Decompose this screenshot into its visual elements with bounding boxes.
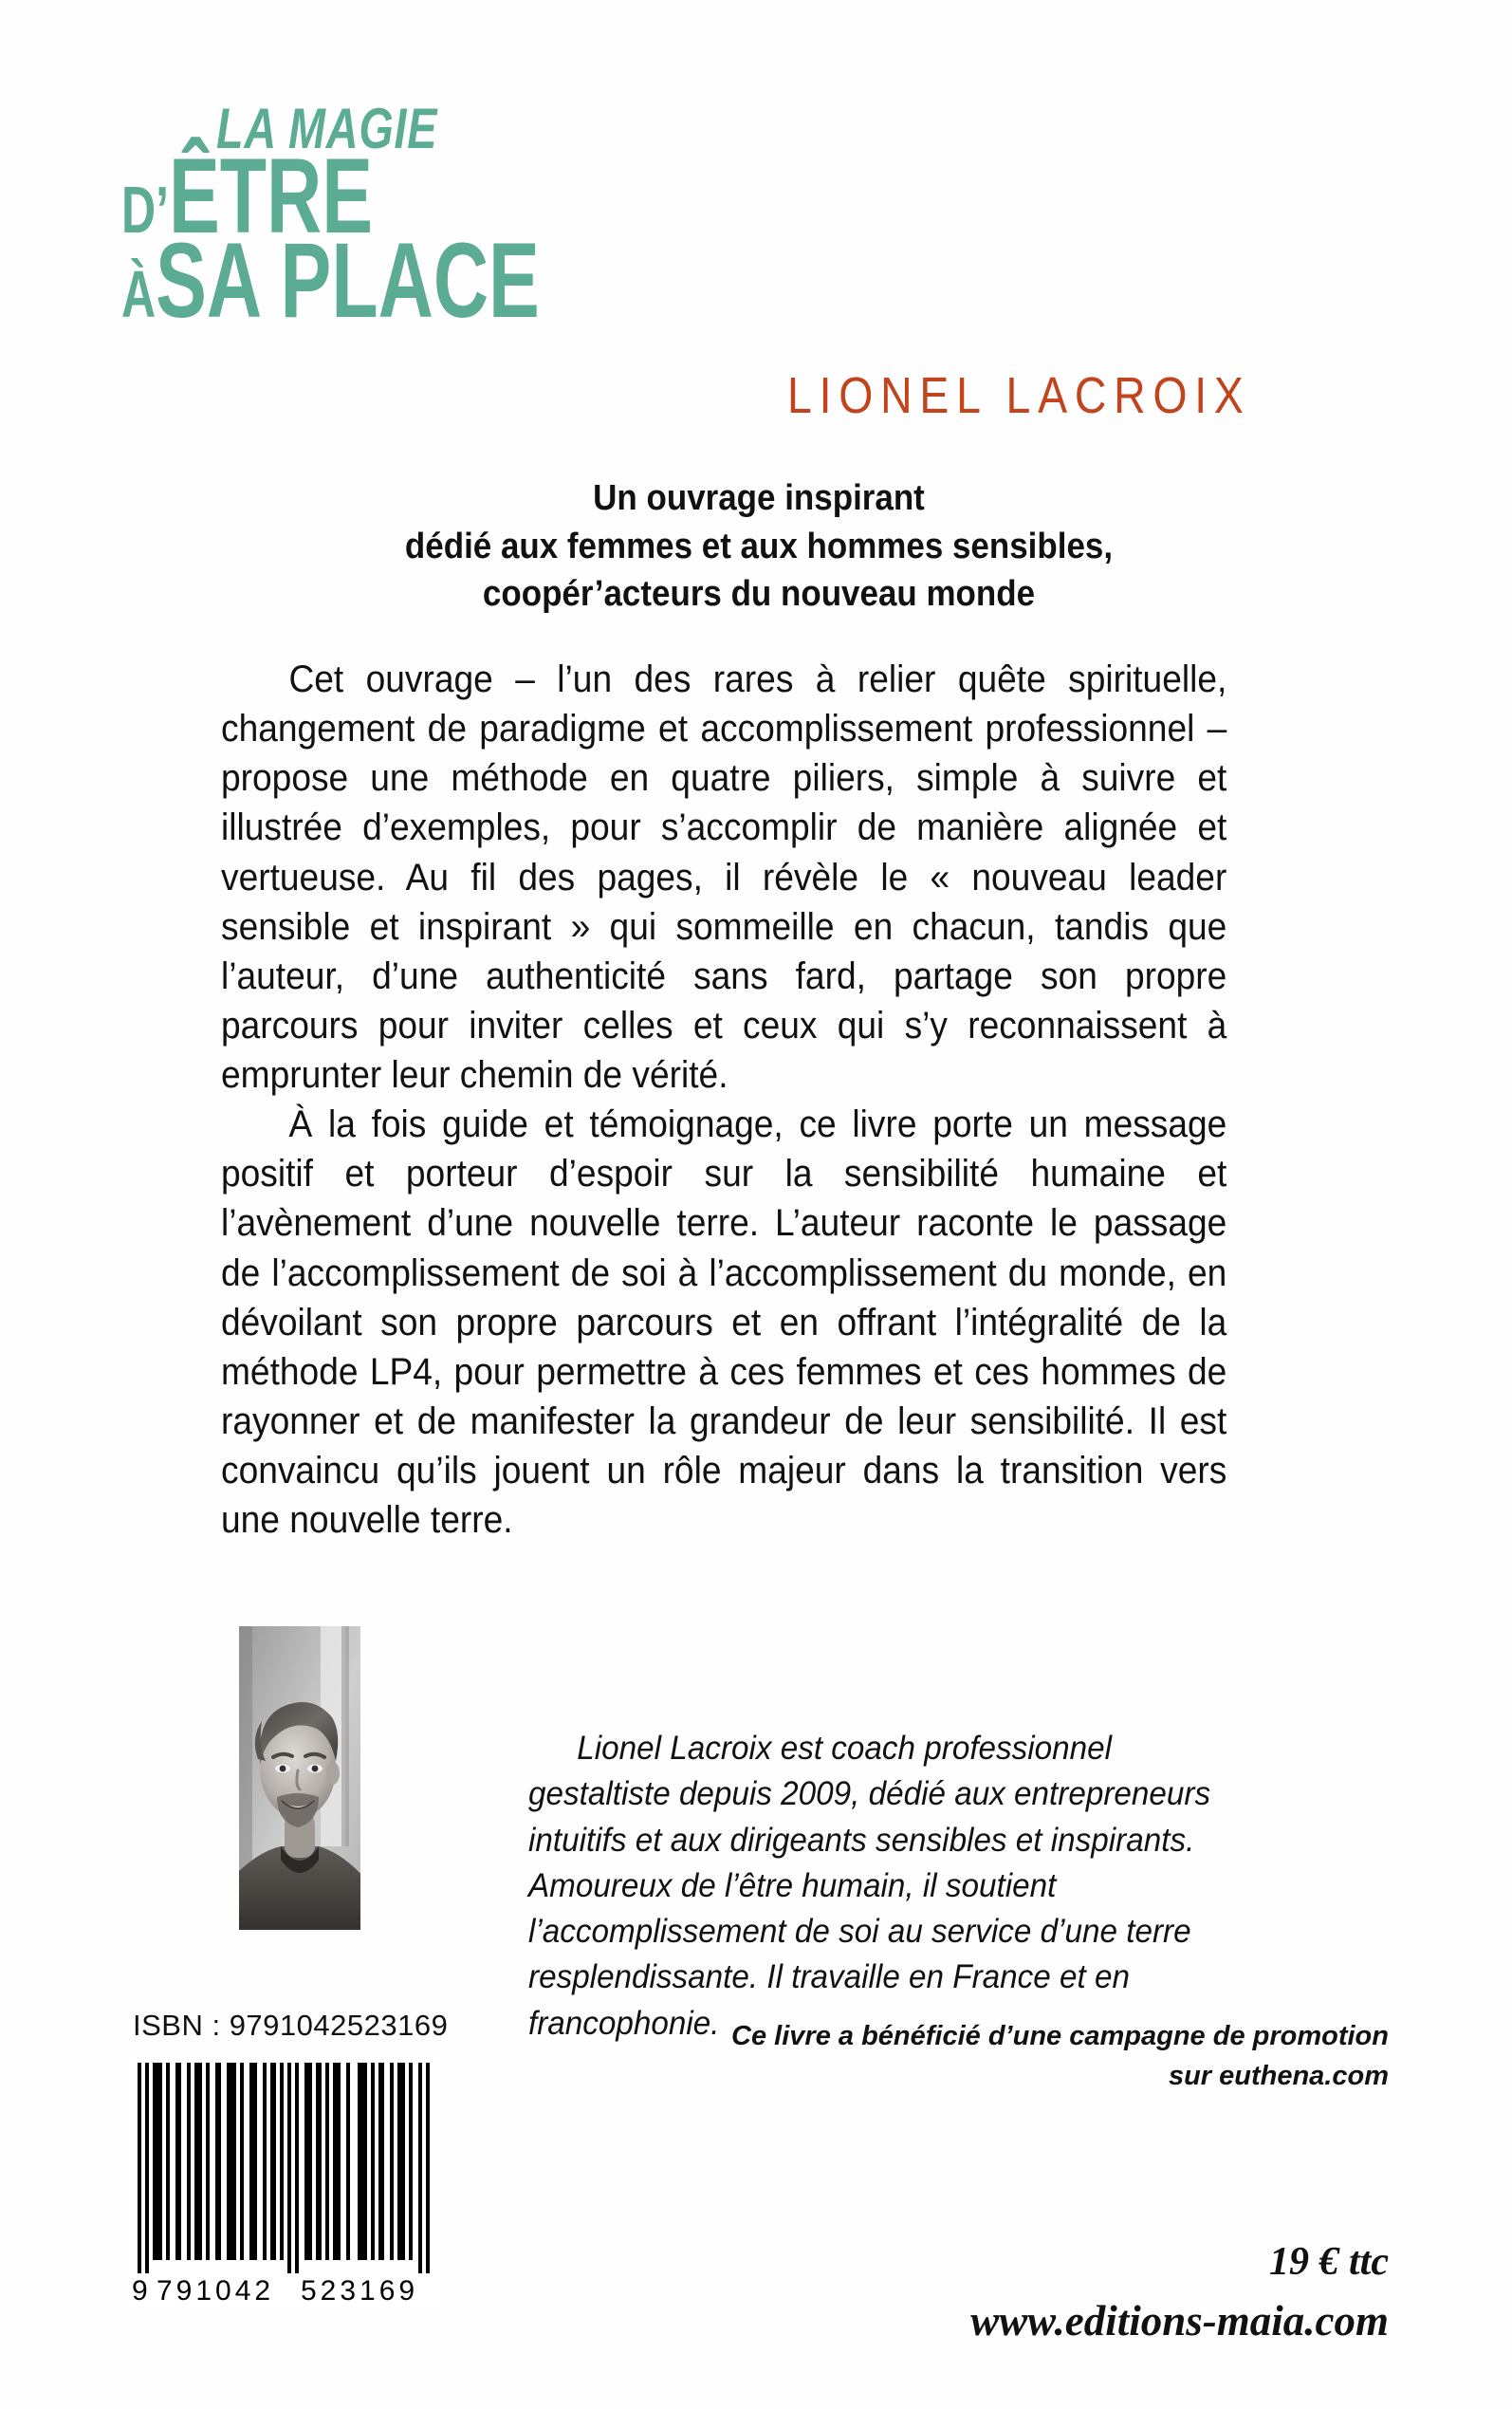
isbn-label: ISBN : 9791042523169	[133, 2009, 449, 2042]
subtitle-block	[262, 474, 1257, 619]
promo-note	[725, 2016, 1389, 2096]
blurb-paragraph-2: À la fois guide et témoignage, ce livre porte un message positif et porteur d’espoir sur la sensibilité humaine et l’avènement d’une nouvelle terre. L’auteur raconte le passage de l’accomplissement de soi à l’accomplissement du monde, en dévoilant son propre parcours et en offrant l’intégralité de la méthode LP4, pour permettre à ces femmes et ces hommes de rayonner et de manifester la grandeur de leur sensibilité. Il est convaincu qu’ils jouent un rôle majeur dans la transition vers une nouvelle terre.	[221, 1103, 1227, 1542]
book-title	[121, 97, 567, 341]
svg-text:9: 9	[132, 2275, 150, 2306]
author-name: LIONEL LACROIX	[787, 367, 1251, 424]
publisher-url: www.editions-maia.com	[970, 2297, 1389, 2344]
blurb-body	[221, 655, 1226, 1545]
svg-text:791042: 791042	[157, 2275, 275, 2306]
price-label: 19 € ttc	[1269, 2240, 1389, 2284]
title-line-la-magie: LA MAGIE	[216, 97, 438, 160]
isbn-barcode	[130, 2057, 438, 2306]
title-accent-a: À	[121, 257, 157, 332]
author-bio-text	[528, 1726, 1249, 2047]
subtitle-line-1: Un ouvrage inspirant	[593, 478, 925, 518]
title-line-a-sa-place	[121, 221, 540, 341]
svg-text:523169: 523169	[301, 2275, 419, 2306]
promo-line-1: Ce livre a bénéficié d’une campagne de promotion	[731, 2021, 1389, 2051]
author-bio-paragraph: Lionel Lacroix est coach professionnel gestaltiste depuis 2009, dédié aux entrepreneurs intuitifs et aux dirigeants sensibles et inspirants. Amoureux de l’être humain, il soutient l’accomplissement de soi au service d’une terre resplendissante. Il travaille en France et en francophonie.	[528, 1730, 1211, 2042]
title-apostrophe-d: D’	[121, 173, 169, 248]
title-word-etre: ÊTRE	[168, 137, 374, 256]
subtitle-line-2: dédié aux femmes et aux hommes sensibles,	[404, 526, 1114, 566]
title-word-sa-place: SA PLACE	[156, 221, 540, 341]
subtitle-line-3: coopér’acteurs du nouveau monde	[482, 574, 1036, 615]
promo-line-2: sur euthena.com	[1168, 2061, 1389, 2092]
author-photo	[239, 1626, 360, 1930]
blurb-paragraph-1: Cet ouvrage – l’un des rares à relier quête spirituelle, changement de paradigme et accomplissement professionnel – propose une méthode en quatre piliers, simple à suivre et illustrée d’exemples, pour s’accomplir de manière alignée et vertueuse. Au fil des pages, il révèle le « nouveau leader sensible et inspirant » qui sommeille en chacun, tandis que l’auteur, d’une authenticité sans fard, partage son propre parcours pour inviter celles et ceux qui s’y reconnaissent à emprunter leur chemin de vérité.	[221, 658, 1227, 1096]
